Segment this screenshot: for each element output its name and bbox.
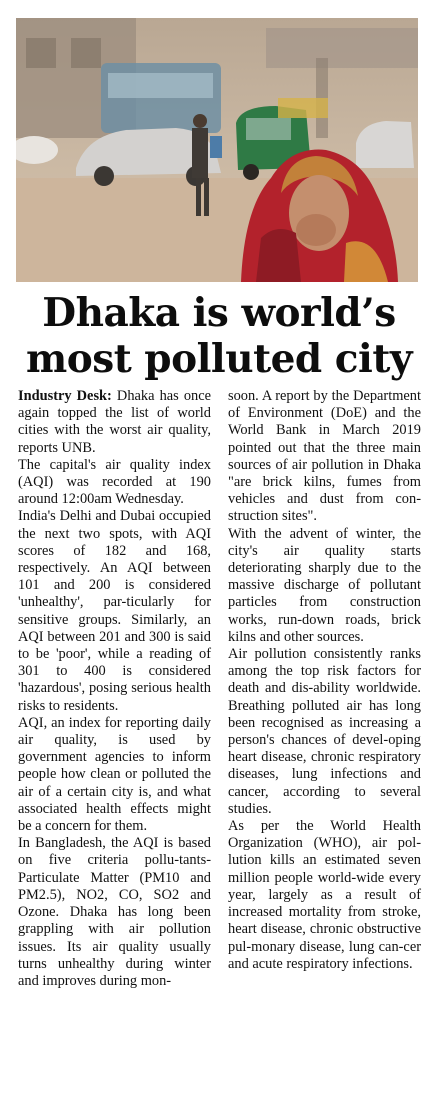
article-paragraph: AQI, an index for reporting daily air quality, is used by government agencies to inform people how clean or polluted the air of a certain city is, and what associated health effects might be a concern for them.: [18, 714, 211, 835]
article-paragraph-continued: soon. A report by the Department of Environment (DoE) and the World Bank in March 2019 pointed out that the three main sources of air pollution in Dhaka "are brick kilns, fumes from vehicles and dust from con-struction sites".: [228, 388, 421, 525]
article-paragraph: The capital's air quality index (AQI) was recorded at 190 around 12:00am Wednesday.: [18, 456, 211, 508]
article-column-left: [18, 388, 211, 990]
byline: Industry Desk:: [18, 388, 112, 404]
article-paragraph: With the advent of winter, the city's air quality starts deteriorating sharply due to the massive discharge of pollutant particles from construction works, run-down roads, brick kilns and other sources.: [228, 525, 421, 645]
article-paragraph: Air pollution consistently ranks among the top risk factors for death and dis-ability worldwide. Breathing polluted air has long been recognised as increasing a person's chances of devel-oping heart disease, chronic respiratory diseases, lung infections and cancer, according to several studies.: [228, 646, 421, 817]
headline-line-1: Dhaka is world’s: [42, 290, 396, 336]
article-paragraph: In Bangladesh, the AQI is based on five criteria pollu-tants-Particulate Matter (PM10 and PM2.5), NO2, CO, SO2 and Ozone. Dhaka has long been grappling with air pollution issues. Its air quality usually turns unhealthy during winter and improves during mon-: [18, 835, 211, 989]
article-column-right: [228, 388, 421, 973]
article-paragraph: [18, 388, 211, 457]
article-paragraph: India's Delhi and Dubai occupied the next two spots, with AQI scores of 182 and 168, respectively. An AQI between 101 and 200 is considered 'unhealthy', par-ticularly for sensitive groups. Similarly, an AQI between 201 and 300 is said to be 'poor', while a reading of 301 to 400 is considered 'hazardous', posing serious health risks to residents.: [18, 508, 211, 714]
lead-text: Dhaka has once again topped the list of world cities with the worst air quality, reports UNB.: [18, 388, 211, 456]
article-paragraph: As per the World Health Organization (WHO), air pol-lution kills an estimated seven million people world-wide every year, largely as a result of increased mortality from stroke, heart disease, chronic obstructive pul-monary disease, lung can-cer and acute respiratory infections.: [228, 818, 421, 972]
headline-line-2: most polluted city: [25, 336, 412, 382]
street-smog-illustration: [16, 18, 418, 282]
news-photo: [16, 18, 418, 282]
